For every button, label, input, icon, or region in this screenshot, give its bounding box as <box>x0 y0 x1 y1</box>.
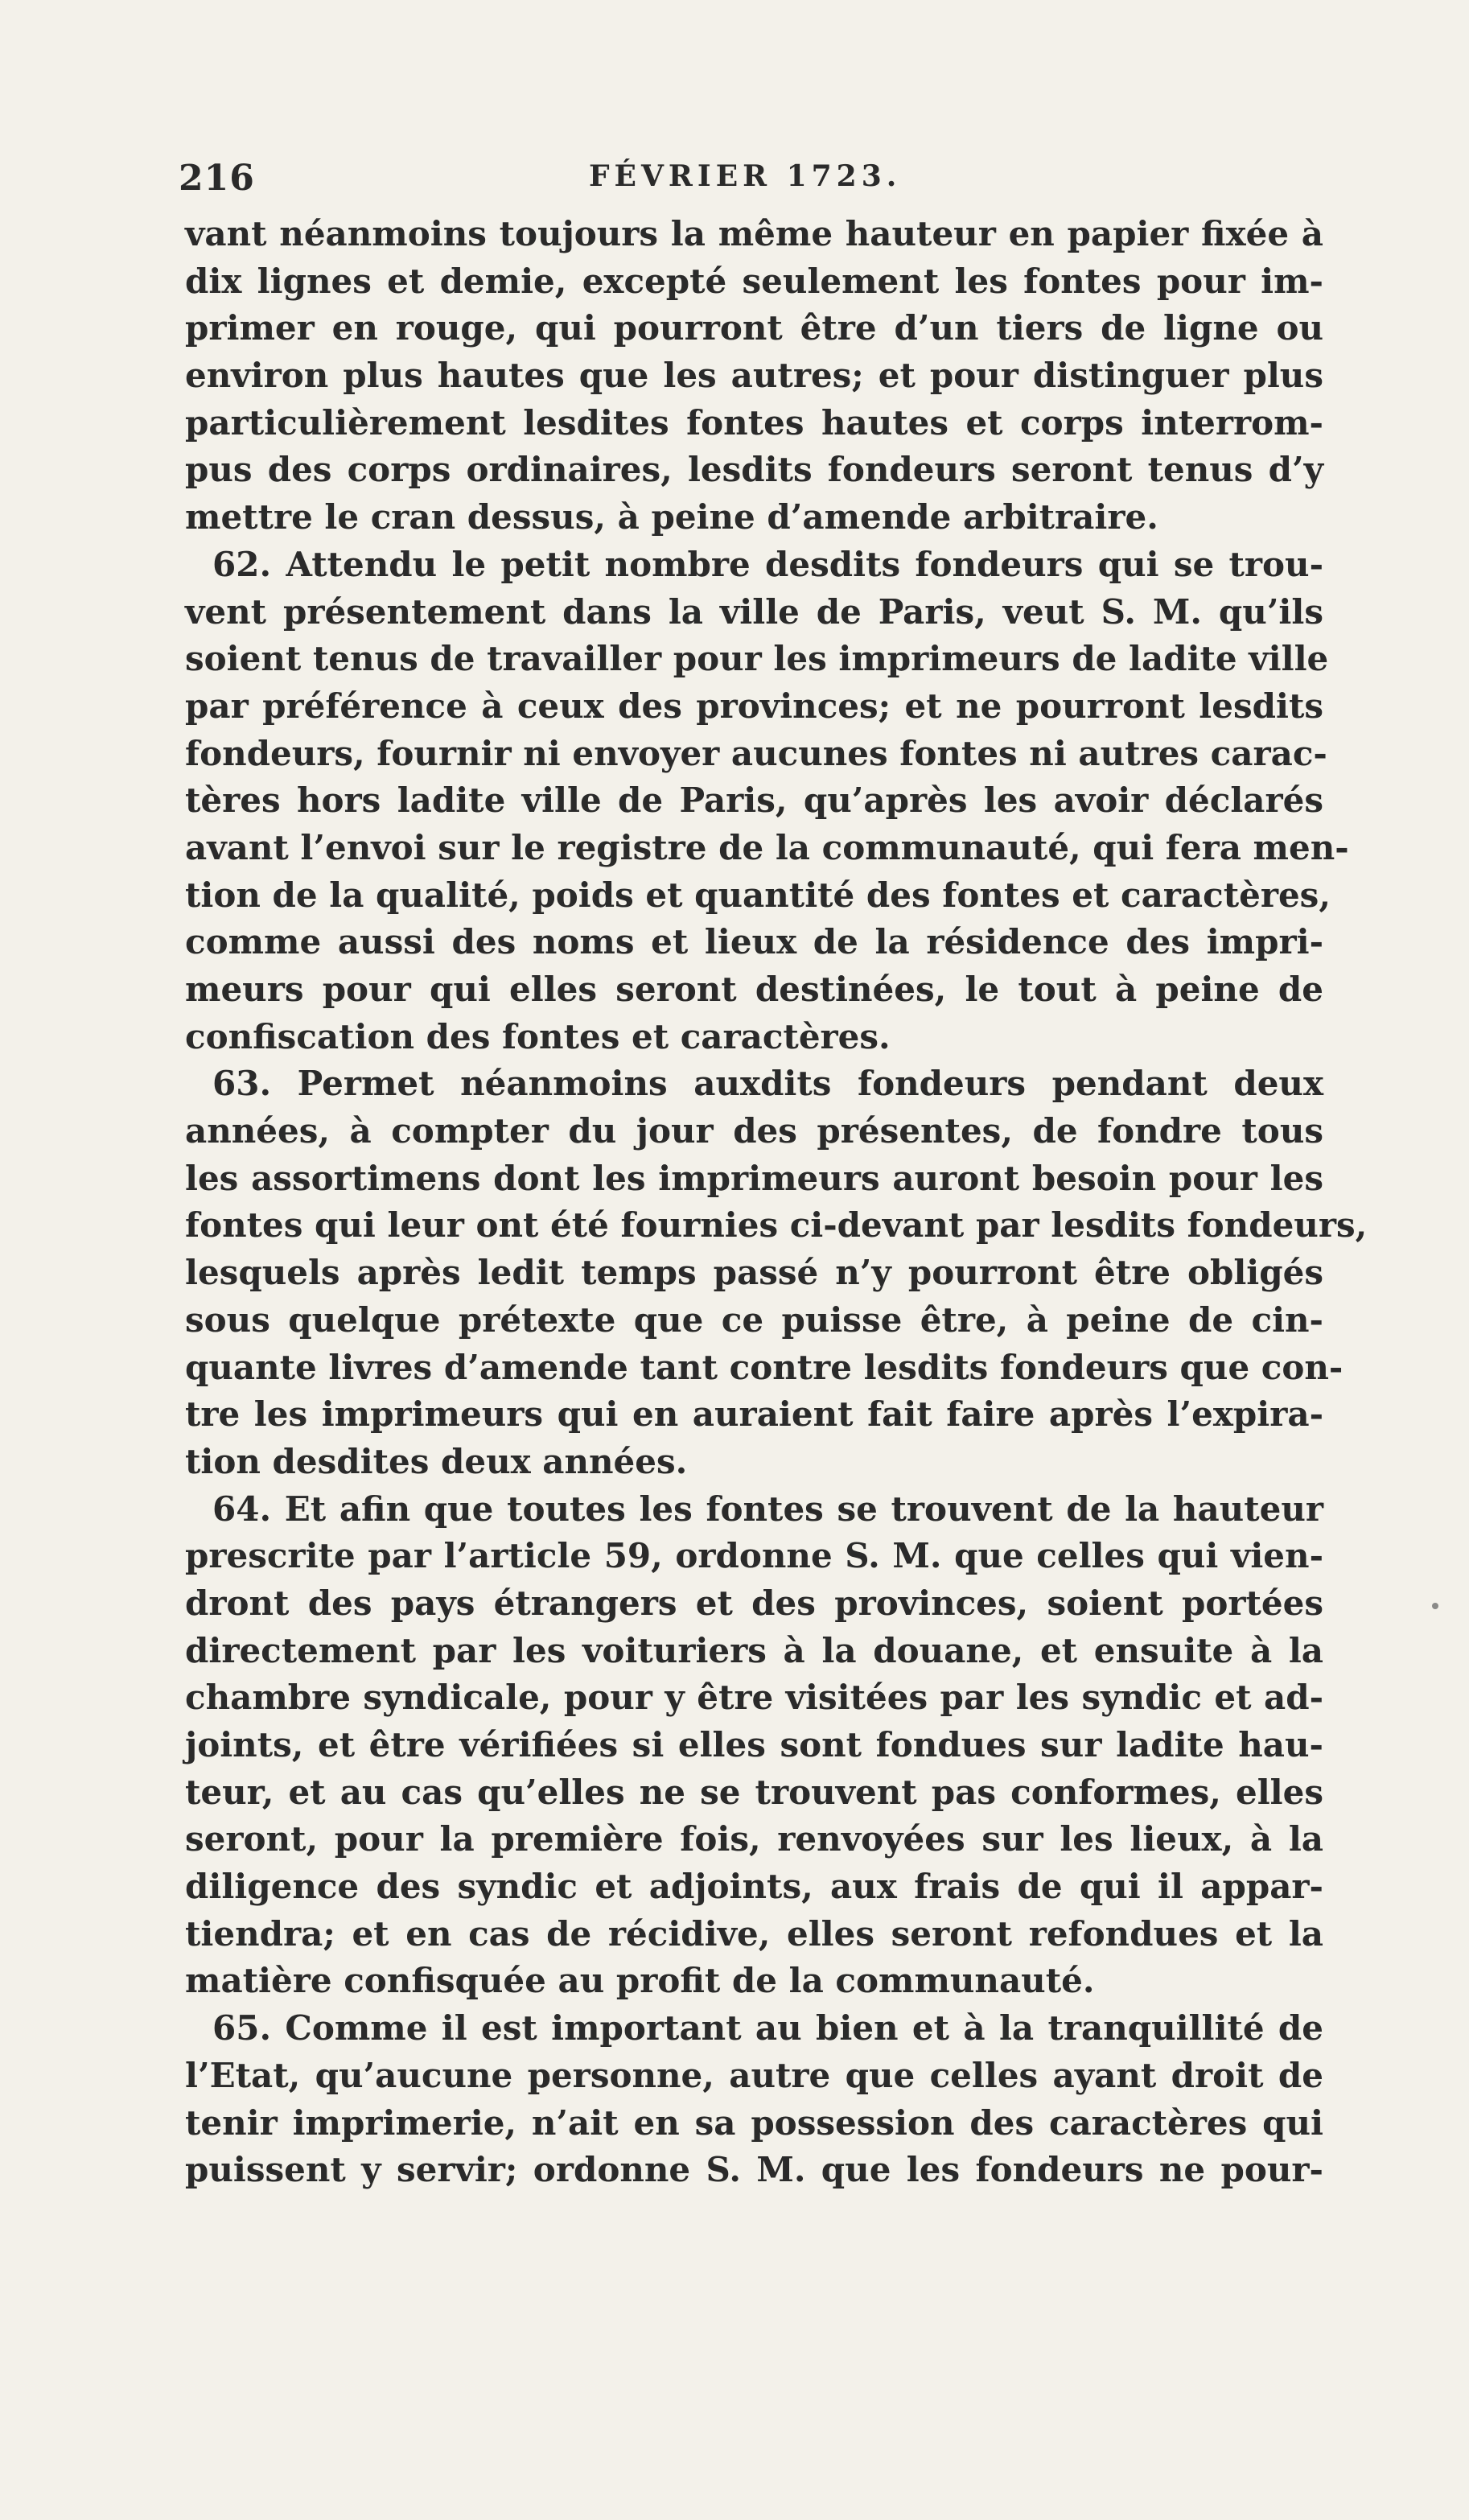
page-number: 216 <box>179 158 255 199</box>
text-line: soient tenus de travailler pour les imprimeurs de ladite ville <box>185 639 1329 679</box>
text-line: tre les imprimeurs qui en auraient fait faire après l’expira- <box>185 1394 1323 1435</box>
text-line: lesquels après ledit temps passé n’y pourront être obligés <box>185 1253 1323 1293</box>
text-line: meurs pour qui elles seront destinées, le tout à peine de <box>185 970 1323 1009</box>
text-line: confiscation des fontes et caractères. <box>185 1016 891 1056</box>
text-line: les assortimens dont les imprimeurs auront besoin pour les <box>185 1158 1323 1198</box>
text-line: tères hors ladite ville de Paris, qu’après les avoir déclarés <box>185 780 1323 821</box>
text-line: tion desdites deux années. <box>185 1441 688 1481</box>
text-line: joints, et être vérifiées si elles sont fondues sur ladite hau- <box>185 1725 1323 1764</box>
text-line: particulièrement lesdites fontes hautes et corps interrom- <box>185 402 1323 443</box>
text-line: tiendra; et en cas de récidive, elles seront refondues et la <box>185 1913 1323 1954</box>
text-line: prescrite par l’article 59, ordonne S. M. que celles qui vien- <box>185 1536 1323 1576</box>
article-63-start: 63. Permet néanmoins auxdits fondeurs pendant deux <box>212 1064 1323 1104</box>
text-line: primer en rouge, qui pourront être d’un tiers de ligne ou <box>185 308 1323 348</box>
text-line: chambre syndicale, pour y être visitées par les syndic et ad- <box>185 1678 1323 1718</box>
text-line: avant l’envoi sur le registre de la communauté, qui fera men- <box>185 827 1349 867</box>
text-line: tion de la qualité, poids et quantité des fontes et caractères, <box>185 875 1331 915</box>
text-line: pus des corps ordinaires, lesdits fondeurs seront tenus d’y <box>185 450 1323 490</box>
page-header <box>179 158 1305 198</box>
text-line: dix lignes et demie, excepté seulement les fontes pour im- <box>185 261 1323 301</box>
body-text <box>185 211 1368 2194</box>
text-line: comme aussi des noms et lieux de la résidence des impri- <box>185 922 1323 962</box>
text-line: fontes qui leur ont été fournies ci-devant par lesdits fondeurs, <box>185 1205 1368 1246</box>
text-line: sous quelque prétexte que ce puisse être, à peine de cin- <box>185 1299 1323 1340</box>
text-line: teur, et au cas qu’elles ne se trouvent pas conformes, elles <box>185 1772 1323 1812</box>
text-line: dront des pays étrangers et des provinces, soient portées <box>185 1583 1323 1623</box>
article-65-start: 65. Comme il est important au bien et à la tranquillité de <box>212 2008 1323 2049</box>
text-line: directement par les voituriers à la douane, et ensuite à la <box>185 1630 1323 1670</box>
text-line: tenir imprimerie, n’ait en sa possession des caractères qui <box>185 2102 1323 2143</box>
text-line: diligence des syndic et adjoints, aux frais de qui il appar- <box>185 1867 1323 1907</box>
text-line: mettre le cran dessus, à peine d’amende arbitraire. <box>185 497 1158 537</box>
text-line: environ plus hautes que les autres; et pour distinguer plus <box>185 356 1323 396</box>
running-head: FÉVRIER 1723. <box>589 159 902 193</box>
ink-speck <box>1432 1603 1438 1609</box>
text-line: seront, pour la première fois, renvoyées sur les lieux, à la <box>185 1819 1323 1859</box>
text-line: années, à compter du jour des présentes, de fondre tous <box>185 1111 1323 1151</box>
text-line: matière confisquée au profit de la communauté. <box>185 1961 1095 2001</box>
text-line: vant néanmoins toujours la même hauteur en papier fixée à <box>185 214 1323 253</box>
article-62-start: 62. Attendu le petit nombre desdits fondeurs qui se trou- <box>212 544 1323 584</box>
text-line: fondeurs, fournir ni envoyer aucunes fontes ni autres carac- <box>185 733 1327 773</box>
text-line: par préférence à ceux des provinces; et ne pourront lesdits <box>185 686 1323 726</box>
article-64-start: 64. Et afin que toutes les fontes se trouvent de la hauteur <box>212 1489 1323 1529</box>
text-line: puissent y servir; ordonne S. M. que les fondeurs ne pour- <box>185 2150 1323 2190</box>
text-line: l’Etat, qu’aucune personne, autre que celles ayant droit de <box>185 2055 1323 2095</box>
text-line: vent présentement dans la ville de Paris, veut S. M. qu’ils <box>185 591 1323 632</box>
text-line: quante livres d’amende tant contre lesdits fondeurs que con- <box>185 1347 1343 1387</box>
